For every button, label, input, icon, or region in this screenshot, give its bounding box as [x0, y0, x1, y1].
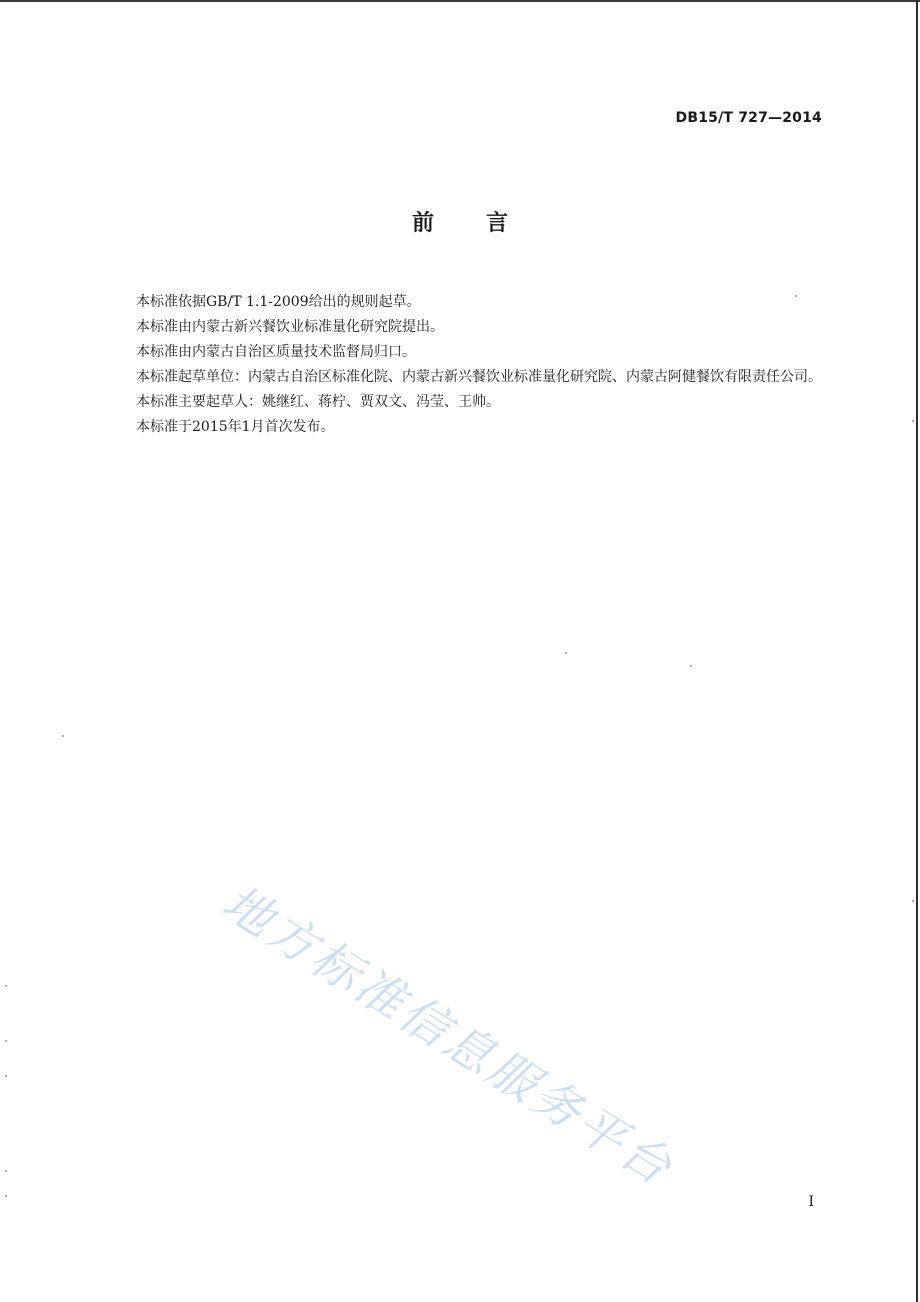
scan-top-edge: [0, 0, 920, 2]
scan-right-edge: [916, 0, 918, 1302]
document-code: DB15/T 727—2014: [675, 110, 822, 126]
page-title: 前言: [411, 211, 560, 236]
paragraph-first-release: 本标准于2015年1月首次发布。: [136, 419, 335, 435]
page-number: I: [808, 1194, 814, 1210]
paragraph-drafters: 本标准主要起草人：姚继红、蒋柠、贾双文、冯莹、王帅。: [136, 394, 500, 410]
watermark: 地方标准信息服务平台: [212, 874, 684, 1198]
paragraph-proposer: 本标准由内蒙古新兴餐饮业标准量化研究院提出。: [136, 319, 444, 335]
paragraph-drafting-units: 本标准起草单位：内蒙古自治区标准化院、内蒙古新兴餐饮业标准量化研究院、内蒙古阿健餐饮有限责任公司。: [136, 369, 822, 385]
foreword-body: [108, 290, 830, 440]
paragraph-drafting-rules: 本标准依据GB/T 1.1-2009给出的规则起草。: [136, 294, 421, 310]
paragraph-administrator: 本标准由内蒙古自治区质量技术监督局归口。: [136, 344, 416, 360]
